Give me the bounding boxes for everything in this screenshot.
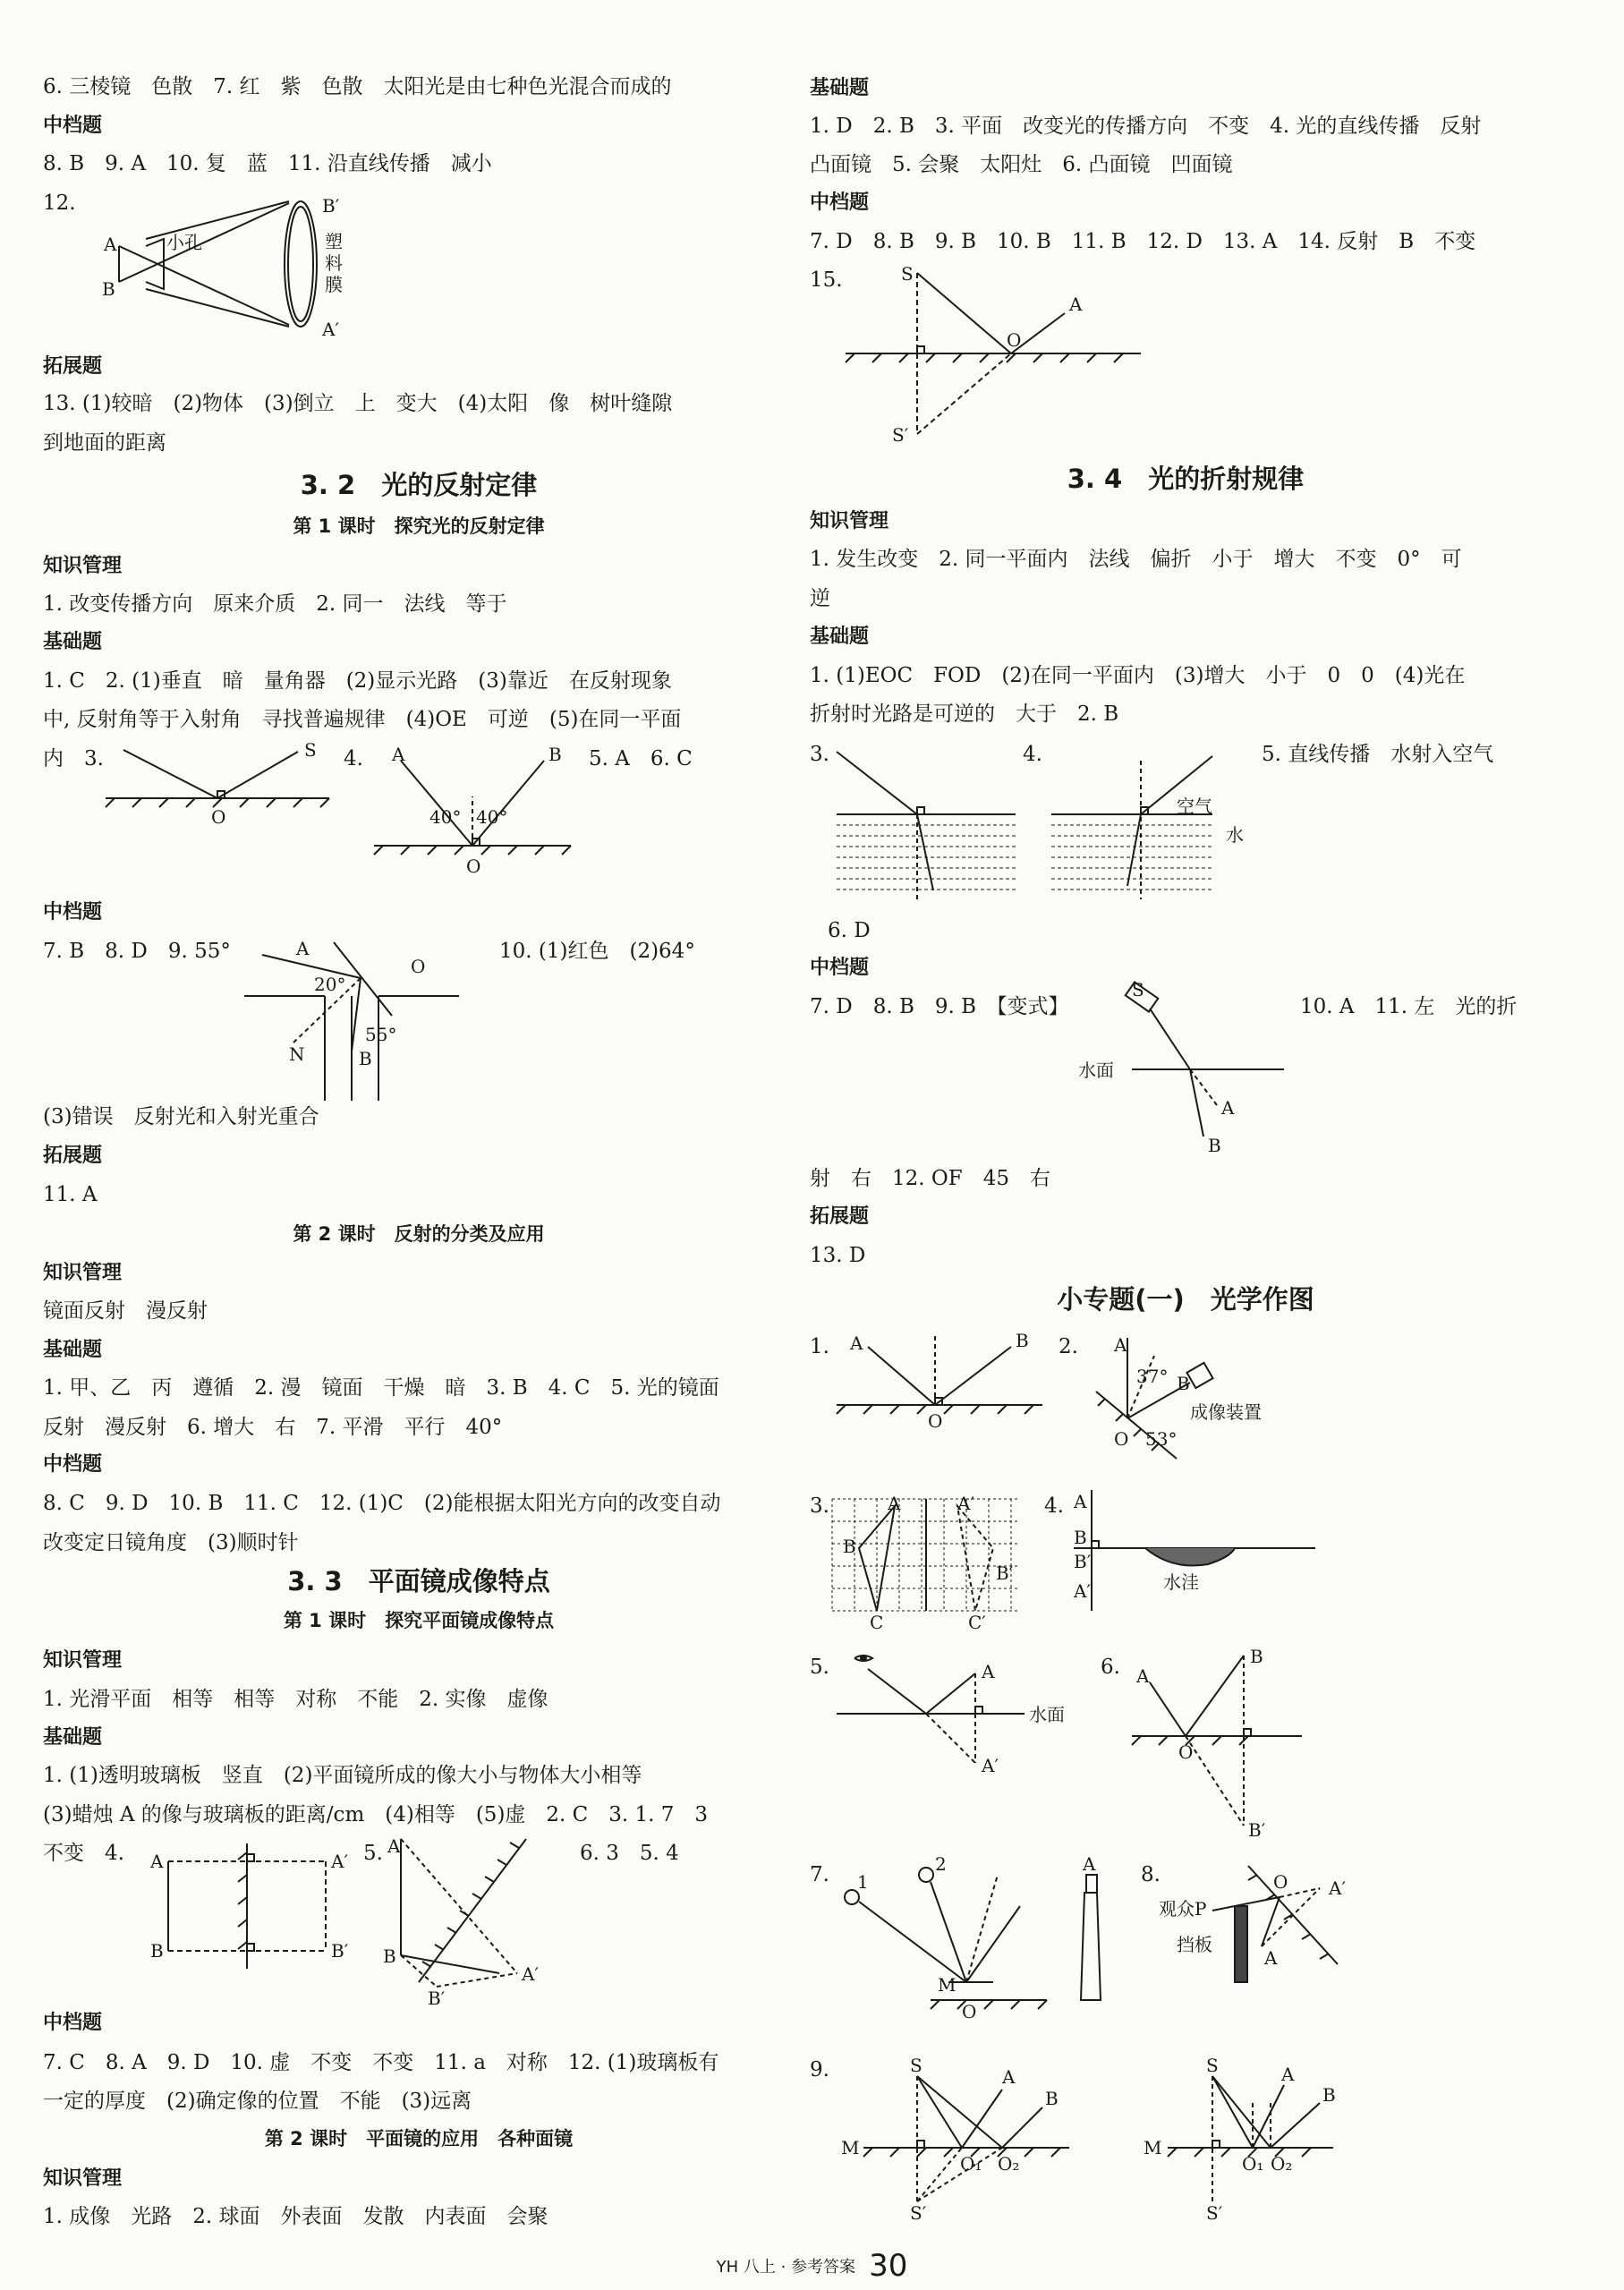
answer-line: 10. (1)红色 (2)64°	[499, 940, 695, 963]
label-b: B	[102, 278, 115, 300]
angle-label: 20°	[314, 974, 346, 995]
optics-drawing-4	[1065, 1486, 1333, 1623]
label-baffle: 挡板	[1177, 1934, 1212, 1955]
answer-line: 中, 反射角等于入射角 寻找普遍规律 (4)OE 可逆 (5)在同一平面	[43, 708, 682, 731]
label-viewer-p: 观众P	[1159, 1898, 1207, 1920]
answer-line: 4.	[344, 747, 363, 770]
section-heading: 知识管理	[43, 2167, 123, 2190]
label-water-surface: 水面	[1078, 1060, 1114, 1081]
answer-line: 6. 三棱镜 色散 7. 红 紫 色散 太阳光是由七种色光混合而成的	[43, 75, 672, 98]
label-a-prime: A′	[331, 1851, 348, 1872]
label-b-prime: B′	[1074, 1551, 1092, 1572]
label-o: O	[411, 956, 426, 977]
label-a-prime: A′	[1074, 1580, 1091, 1602]
section-heading: 知识管理	[43, 1649, 123, 1672]
label-s: S	[901, 263, 914, 285]
answer-line: 1. 发生改变 2. 同一平面内 法线 偏折 小于 增大 不变 0° 可	[810, 548, 1462, 571]
answer-line: 5. A 6. C	[589, 747, 693, 770]
label-a: A	[1221, 1097, 1235, 1119]
refraction-diagram-4	[1042, 743, 1257, 907]
label-air: 空气	[1177, 796, 1212, 817]
question-number: 1.	[810, 1335, 829, 1358]
answer-line: 7. C 8. A 9. D 10. 虚 不变 不变 11. a 对称 12. (1)玻璃板有	[43, 2051, 719, 2074]
pinhole-camera-diagram	[70, 183, 428, 348]
section-heading: 中档题	[810, 957, 870, 979]
section-heading: 基础题	[43, 1339, 103, 1361]
question-number: 2.	[1059, 1335, 1078, 1358]
question-number: 6.	[1101, 1656, 1120, 1679]
label-b: B	[548, 744, 562, 765]
label-a: A	[296, 938, 310, 959]
section-heading: 中档题	[43, 2012, 103, 2034]
label-hole: 小孔	[166, 232, 202, 253]
label-o: O	[1114, 1428, 1129, 1450]
answer-line: 3.	[810, 743, 829, 766]
label-o1: O₁	[1242, 2153, 1264, 2175]
question-number: 15.	[810, 268, 843, 292]
label-a: A	[1074, 1491, 1087, 1512]
question-number: 5.	[810, 1656, 829, 1679]
lesson-title: 第 1 课时 探究平面镜成像特点	[283, 1610, 555, 1631]
label-o: O	[1273, 1871, 1288, 1893]
label-a: A	[1281, 2064, 1295, 2085]
label-s-prime: S′	[892, 424, 909, 446]
section-title: 3. 3 平面镜成像特点	[287, 1566, 550, 1596]
label-c: C	[870, 1612, 884, 1633]
lesson-title: 第 1 课时 探究光的反射定律	[293, 515, 545, 537]
label-s: S	[304, 739, 317, 761]
answer-line: 5.	[363, 1842, 383, 1865]
answer-line: 到地面的距离	[43, 431, 166, 455]
section-heading: 知识管理	[43, 555, 123, 577]
label-puddle: 水洼	[1163, 1571, 1199, 1593]
answer-line: 8. C 9. D 10. B 11. C 12. (1)C (2)能根据太阳光方向的改变自动	[43, 1492, 721, 1515]
optics-drawing-6	[1123, 1647, 1320, 1847]
question-number: 7.	[810, 1863, 829, 1886]
question-number: 12.	[43, 192, 76, 215]
label-o: O	[962, 2001, 977, 2022]
answer-line: 7. D 8. B 9. B 【变式】	[810, 995, 1069, 1018]
answer-line: 内 3.	[43, 747, 104, 770]
answer-line: 一定的厚度 (2)确定像的位置 不能 (3)远离	[43, 2090, 472, 2113]
answer-line: 8. B 9. A 10. 复 蓝 11. 沿直线传播 减小	[43, 152, 492, 175]
answer-line: 1. C 2. (1)垂直 暗 量角器 (2)显示光路 (3)靠近 在反射现象	[43, 669, 672, 693]
page-footer	[0, 2248, 1624, 2284]
answer-line: 1. 甲、乙 丙 遵循 2. 漫 镜面 干燥 暗 3. B 4. C 5. 光的镜面	[43, 1376, 719, 1400]
label-a: A	[850, 1332, 863, 1354]
answer-line: 镜面反射 漫反射	[43, 1299, 208, 1323]
section-title: 3. 4 光的折射规律	[1067, 464, 1305, 494]
answer-line: 1. 改变传播方向 原来介质 2. 同一 法线 等于	[43, 592, 507, 616]
label-film: 塑	[325, 231, 343, 252]
label-o: O	[1007, 329, 1022, 351]
label-o: O	[1178, 1741, 1194, 1763]
section-heading: 拓展题	[43, 355, 103, 378]
answer-line: 反射 漫反射 6. 增大 右 7. 平滑 平行 40°	[43, 1416, 503, 1439]
answer-line: 折射时光路是可逆的 大于 2. B	[810, 702, 1119, 726]
footer-text: YH 八上 · 参考答案	[716, 2258, 856, 2277]
label-water: 水	[1226, 824, 1244, 846]
label-b: B	[1250, 1646, 1263, 1667]
section-title: 小专题(一) 光学作图	[1057, 1284, 1314, 1315]
section-heading: 知识管理	[810, 510, 889, 532]
page-number: 30	[869, 2248, 908, 2284]
optics-drawing-9b	[1136, 2049, 1369, 2224]
answer-line: 5. 直线传播 水射入空气	[1262, 743, 1494, 766]
question-number: 3.	[810, 1494, 829, 1518]
label-b: B	[1208, 1135, 1221, 1156]
answer-line: 13. (1)较暗 (2)物体 (3)倒立 上 变大 (4)太阳 像 树叶缝隙	[43, 392, 673, 415]
label-b-prime: B′	[428, 1988, 446, 2009]
angle-label: 53°	[1145, 1428, 1178, 1450]
lesson-title: 第 2 课时 平面镜的应用 各种面镜	[264, 2128, 574, 2150]
angle-label: 40°	[476, 806, 508, 828]
label-a: A	[387, 1835, 401, 1857]
label-s: S	[910, 2055, 923, 2076]
answer-line: 1. (1)EOC FOD (2)在同一平面内 (3)增大 小于 0 0 (4)光在	[810, 664, 1466, 687]
label-b-prime: B′	[1248, 1819, 1266, 1841]
section-heading: 拓展题	[43, 1145, 103, 1167]
label-a: A	[1114, 1334, 1127, 1356]
label-a: A	[1069, 294, 1083, 315]
angle-label: 40°	[429, 806, 462, 828]
label-b: B	[1045, 2088, 1059, 2109]
label-water-surface: 水面	[1029, 1704, 1065, 1725]
label-b: B	[150, 1940, 164, 1962]
answer-line: 凸面镜 5. 会聚 太阳灶 6. 凸面镜 凹面镜	[810, 153, 1233, 176]
label-s-prime: S′	[910, 2202, 927, 2224]
answer-line: 1. 光滑平面 相等 相等 对称 不能 2. 实像 虚像	[43, 1688, 548, 1711]
answer-line: 4.	[1023, 743, 1042, 766]
label-o: O	[466, 856, 481, 877]
optics-drawing-8	[1159, 1857, 1409, 1995]
label-film: 膜	[325, 274, 343, 295]
label-m: M	[841, 2137, 860, 2158]
label-sun-2: 2	[935, 1853, 947, 1875]
section-title: 3. 2 光的反射定律	[300, 470, 538, 500]
label-o2: O₂	[998, 2153, 1020, 2175]
label-a: A	[1083, 1853, 1096, 1875]
label-b: B	[843, 1536, 856, 1557]
optics-drawing-1	[828, 1324, 1060, 1435]
mirror-image-diagram-15	[846, 264, 1150, 447]
answer-line: 不变 4.	[43, 1842, 124, 1865]
answer-line: 改变定日镜角度 (3)顺时针	[43, 1531, 299, 1554]
label-o2: O₂	[1271, 2153, 1293, 2175]
label-b: B	[359, 1048, 372, 1069]
label-m: M	[1144, 2137, 1162, 2158]
answer-line: 7. B 8. D 9. 55°	[43, 940, 231, 963]
section-heading: 基础题	[810, 626, 870, 648]
optics-drawing-2	[1078, 1329, 1329, 1467]
optics-drawing-7	[832, 1853, 1101, 2030]
section-heading: 知识管理	[43, 1262, 123, 1284]
optics-drawing-5	[828, 1651, 1096, 1789]
label-m: M	[938, 1974, 957, 1996]
answer-line: 6. 3 5. 4	[580, 1842, 679, 1865]
label-s: S	[1206, 2055, 1219, 2076]
label-a-prime: A′	[1329, 1877, 1346, 1899]
answer-line: 1. (1)透明玻璃板 竖直 (2)平面镜所成的像大小与物体大小相等	[43, 1764, 642, 1787]
label-a-prime: A′	[522, 1963, 539, 1985]
answer-line: 逆	[810, 587, 830, 610]
label-imaging-device: 成像装置	[1190, 1401, 1262, 1423]
angle-label: 55°	[365, 1024, 397, 1045]
label-a: A	[1136, 1665, 1150, 1687]
label-a-prime: A′	[957, 1493, 974, 1514]
label-s-prime: S′	[1206, 2202, 1223, 2224]
section-heading: 中档题	[43, 115, 103, 137]
label-b-prime: B′	[331, 1940, 349, 1962]
label-b-prime: B′	[996, 1562, 1014, 1584]
label-a-prime: A′	[322, 319, 339, 340]
lesson-title: 第 2 课时 反射的分类及应用	[293, 1223, 545, 1245]
label-b: B	[1074, 1527, 1087, 1548]
answer-line: 13. D	[810, 1244, 866, 1267]
periscope-diagram	[244, 935, 477, 1109]
label-a: A	[104, 234, 117, 255]
label-b: B	[1016, 1330, 1029, 1351]
label-o1: O₁	[960, 2153, 982, 2175]
label-n: N	[289, 1043, 305, 1065]
label-film: 料	[325, 252, 343, 274]
question-number: 9.	[810, 2058, 829, 2081]
answer-line: (3)蜡烛 A 的像与玻璃板的距离/cm (4)相等 (5)虚 2. C 3. 1. 7 3	[43, 1803, 709, 1826]
label-a: A	[150, 1851, 164, 1872]
reflection-diagram-4	[365, 734, 598, 881]
label-a: A	[888, 1493, 901, 1514]
label-c-prime: C′	[968, 1612, 986, 1633]
label-sun-1: 1	[857, 1871, 869, 1893]
label-a: A	[982, 1661, 995, 1682]
label-b: B	[383, 1945, 396, 1967]
label-b-prime: B′	[322, 195, 340, 217]
label-a-prime: A′	[982, 1755, 999, 1776]
answer-line: (3)错误 反射光和入射光重合	[43, 1105, 319, 1128]
question-number: 4.	[1044, 1494, 1064, 1518]
optics-drawing-9a	[828, 2049, 1096, 2224]
section-heading: 中档题	[43, 901, 103, 924]
section-heading: 拓展题	[810, 1205, 870, 1228]
section-heading: 基础题	[43, 1726, 103, 1749]
answer-line: 射 右 12. OF 45 右	[810, 1167, 1050, 1190]
refraction-diagram-3	[828, 743, 1025, 907]
label-s: S	[1132, 979, 1144, 1000]
plane-mirror-diagram-5	[383, 1835, 598, 2009]
label-a: A	[1002, 2066, 1016, 2088]
answer-line: 7. D 8. B 9. B 10. B 11. B 12. D 13. A 14. 反射 B 不变	[810, 230, 1476, 253]
answer-line: 1. D 2. B 3. 平面 改变光的传播方向 不变 4. 光的直线传播 反射	[810, 115, 1482, 138]
label-a: A	[1264, 1947, 1278, 1969]
answer-line: 6. D	[828, 919, 871, 942]
refraction-variant-diagram	[1078, 980, 1311, 1162]
label-o: O	[211, 806, 226, 828]
angle-label: 37°	[1136, 1366, 1169, 1387]
reflection-diagram-3	[106, 734, 374, 845]
section-heading: 中档题	[810, 192, 870, 214]
plane-mirror-diagram-4	[150, 1843, 365, 1972]
label-b: B	[1322, 2084, 1336, 2106]
question-number: 8.	[1141, 1863, 1161, 1886]
answer-line: 1. 成像 光路 2. 球面 外表面 发散 内表面 会聚	[43, 2205, 548, 2228]
label-a: A	[392, 744, 405, 765]
label-o: O	[928, 1410, 943, 1432]
answer-line: 11. A	[43, 1183, 98, 1206]
section-heading: 中档题	[43, 1453, 103, 1476]
section-heading: 基础题	[810, 77, 870, 99]
label-b: B	[1177, 1373, 1190, 1394]
section-heading: 基础题	[43, 631, 103, 653]
answer-line: 10. A 11. 左 光的折	[1300, 995, 1518, 1018]
optics-drawing-3	[832, 1490, 1029, 1637]
